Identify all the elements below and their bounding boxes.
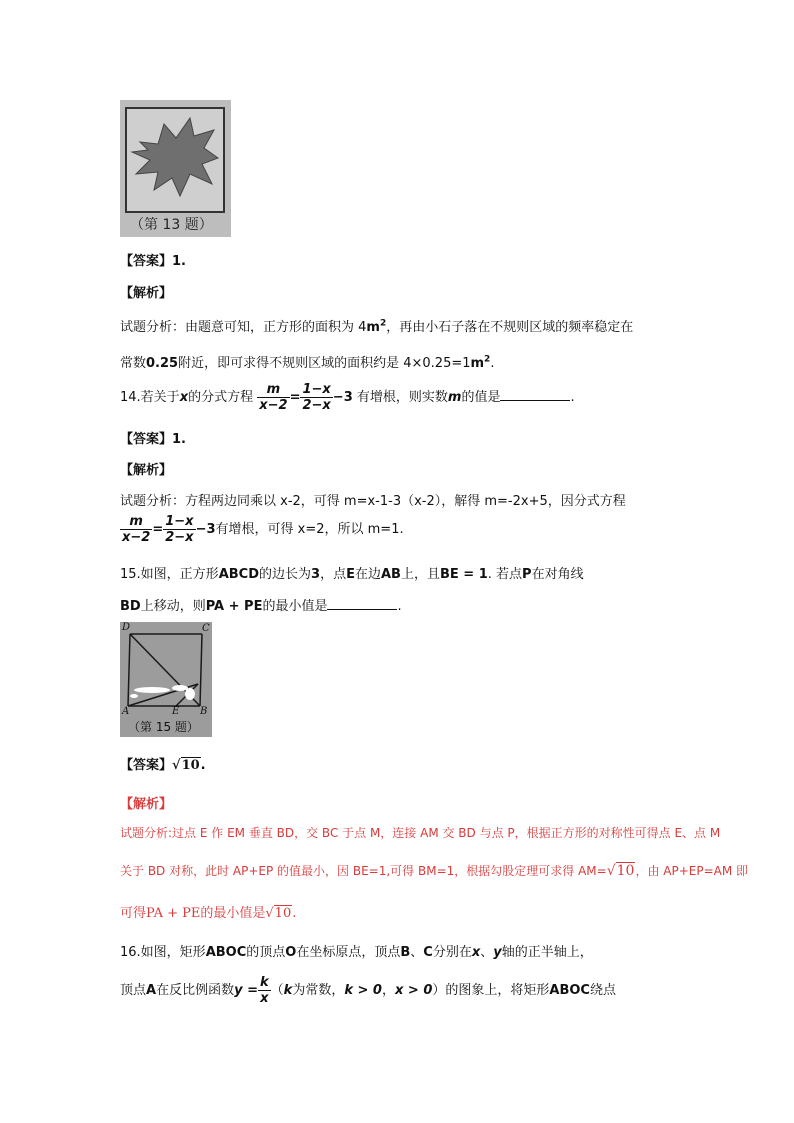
- q14-fraction-2: $\frac{1-x}{2-x}$: [302, 382, 331, 413]
- q15-question-line1: 15.如图，正方形ABCD的边长为3，点E在边AB上，且BE = 1. 若点P在对角线: [120, 567, 584, 582]
- q13-answer: 【答案】1.: [120, 254, 186, 269]
- figure-13-caption: （第 13 题）: [130, 217, 213, 233]
- q15-answer: 【答案】√10.: [120, 758, 206, 773]
- q15-question-line2: BD上移动，则PA + PE的最小值是 .: [120, 599, 402, 614]
- q14-fraction-1: $\frac{m}{x-2}$: [259, 382, 288, 413]
- fig15-label-B: B: [200, 706, 208, 717]
- q14-analysis-fraction-2: $\frac{1-x}{2-x}$: [165, 514, 194, 545]
- q14-question: 14.若关于x的分式方程 $\frac{m}{x-2}$ = $\frac{1-x}{2-x}$ −3 有增根，则实数m的值是 .: [120, 382, 575, 413]
- fig15-label-A: A: [122, 706, 130, 717]
- q15-analysis-line3: 可得PA + PE的最小值是√10.: [120, 906, 297, 921]
- q13-analysis-line1: 试题分析：由题意可知，正方形的面积为 $4m^2$，再由小石子落在不规则区域的频率稳定在: [120, 318, 634, 335]
- fig15-label-C: C: [202, 623, 210, 634]
- q14-answer-blank: [500, 388, 570, 401]
- figure-15: [120, 622, 212, 737]
- fig15-label-D: D: [122, 622, 131, 633]
- sqrt-icon: √10: [265, 906, 292, 921]
- q15-answer-blank: [327, 597, 397, 610]
- fig15-caption: （第 15 题）: [128, 720, 199, 734]
- figure-13: [120, 100, 231, 237]
- q16-question-line1: 16.如图，矩形ABOC的顶点O在坐标原点，顶点B、C分别在x、y轴的正半轴上，: [120, 945, 593, 960]
- fig15-label-E: E: [172, 706, 180, 717]
- q16-question-line2: 顶点A在反比例函数y = $\frac{k}{x}$ （k为常数，k > 0，x > 0）的图象上，将矩形ABOC绕点: [120, 975, 616, 1006]
- q14-analysis-line1: 试题分析：方程两边同乘以 x-2，可得 m=x-1-3（x-2），解得 m=-2x+5，因分式方程: [120, 494, 626, 509]
- q15-analysis-line1: 试题分析:过点 E 作 EM 垂直 BD，交 BC 于点 M，连接 AM 交 BD 与点 P，根据正方形的对称性可得点 E、点 M: [120, 826, 721, 840]
- q14-answer: 【答案】1.: [120, 432, 186, 447]
- q15-analysis-line2: 关于 BD 对称，此时 AP+EP 的值最小，因 BE=1,可得 BM=1，根据勾股定理可求得 AM=√10，由 AP+EP=AM 即: [120, 863, 749, 879]
- sqrt-icon: √10: [172, 758, 200, 773]
- q16-fraction: $\frac{k}{x}$: [260, 975, 269, 1006]
- q15-analysis-label: 【解析】: [120, 797, 173, 812]
- q13-analysis-label: 【解析】: [120, 286, 173, 301]
- q14-analysis-line2: $\frac{m}{x-2}$ = $\frac{1-x}{2-x}$ −3有增根，可得 x=2，所以 m=1.: [122, 514, 404, 545]
- q14-analysis-label: 【解析】: [120, 463, 173, 478]
- q13-analysis-line2: 常数0.25附近，即可求得不规则区域的面积约是 $4\times 0.25=1m^2$.: [120, 354, 495, 371]
- q14-analysis-fraction-1: $\frac{m}{x-2}$: [122, 514, 151, 545]
- sqrt-icon: √10: [606, 863, 635, 879]
